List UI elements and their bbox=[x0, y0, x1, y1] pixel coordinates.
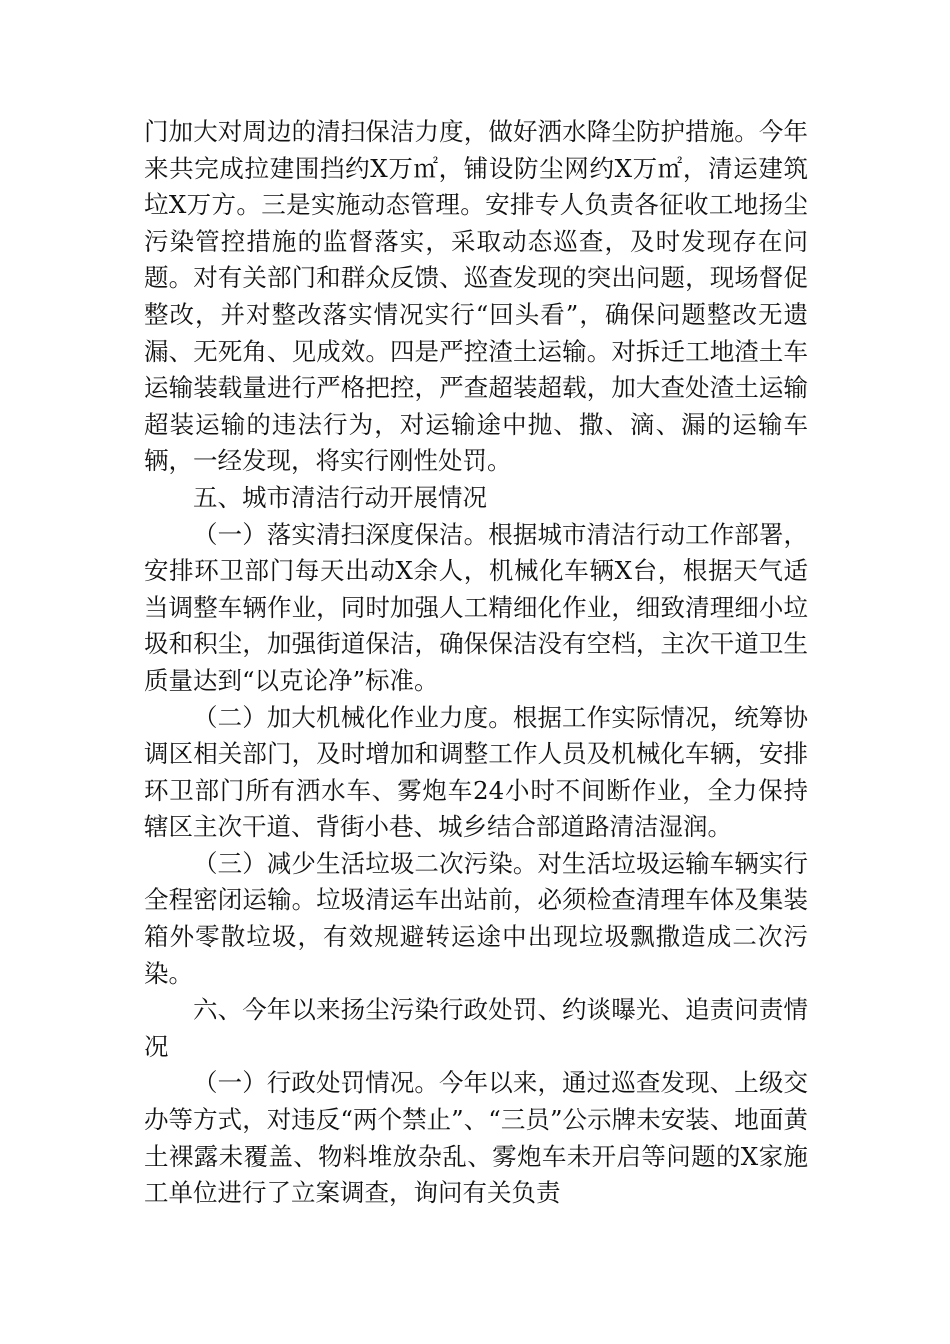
paragraph-garbage-pollution: （三）减少生活垃圾二次污染。对生活垃圾运输车辆实行全程密闭运输。垃圾清运车出站前，必须检查清理车体及集装箱外零散垃圾，有效规避转运途中出现垃圾飘撒造成二次污染。 bbox=[144, 848, 808, 988]
paragraph-dust-control-measures: 门加大对周边的清扫保洁力度，做好洒水降尘防护措施。今年来共完成拉建围挡约X万㎡，铺设防尘网约X万㎡，清运建筑垃X万方。三是实施动态管理。安排专人负责各征收工地扬尘污染管控措施的监督落实，采取动态巡查，及时发现存在问题。对有关部门和群众反馈、巡查发现的突出问题，现场督促整改，并对整改落实情况实行“回头看”，确保问题整改无遗漏、无死角、见成效。四是严控渣土运输。对拆迁工地渣土车运输装载量进行严格把控，严查超装超载，加大查处渣土运输超装运输的违法行为，对运输途中抛、撒、滴、漏的运输车辆，一经发现，将实行刚性处罚。 bbox=[144, 117, 808, 476]
paragraph-mechanized-work: （二）加大机械化作业力度。根据工作实际情况，统筹协调区相关部门，及时增加和调整工作人员及机械化车辆，安排环卫部门所有洒水车、雾炮车24小时不间断作业，全力保持辖区主次干道、背街小巷、城乡结合部道路清洁湿润。 bbox=[144, 702, 808, 842]
paragraph-cleaning-deep: （一）落实清扫深度保洁。根据城市清洁行动工作部署，安排环卫部门每天出动X余人，机械化车辆X台，根据天气适当调整车辆作业，同时加强人工精细化作业，细致清理细小垃圾和积尘，加强街道保洁，确保保洁没有空档，主次干道卫生质量达到“以克论净”标准。 bbox=[144, 519, 808, 695]
document-body bbox=[144, 114, 808, 1212]
section-heading-5: 五、城市清洁行动开展情况 bbox=[193, 482, 487, 512]
section-heading-6: 六、今年以来扬尘污染行政处罚、约谈曝光、追责问责情况 bbox=[144, 995, 808, 1061]
paragraph-administrative-penalty: （一）行政处罚情况。今年以来，通过巡查发现、上级交办等方式，对违反“两个禁止”、“三员”公示牌未安装、地面黄土裸露未覆盖、物料堆放杂乱、雾炮车未开启等问题的X家施工单位进行了立案调查，询问有关负责 bbox=[144, 1068, 808, 1208]
